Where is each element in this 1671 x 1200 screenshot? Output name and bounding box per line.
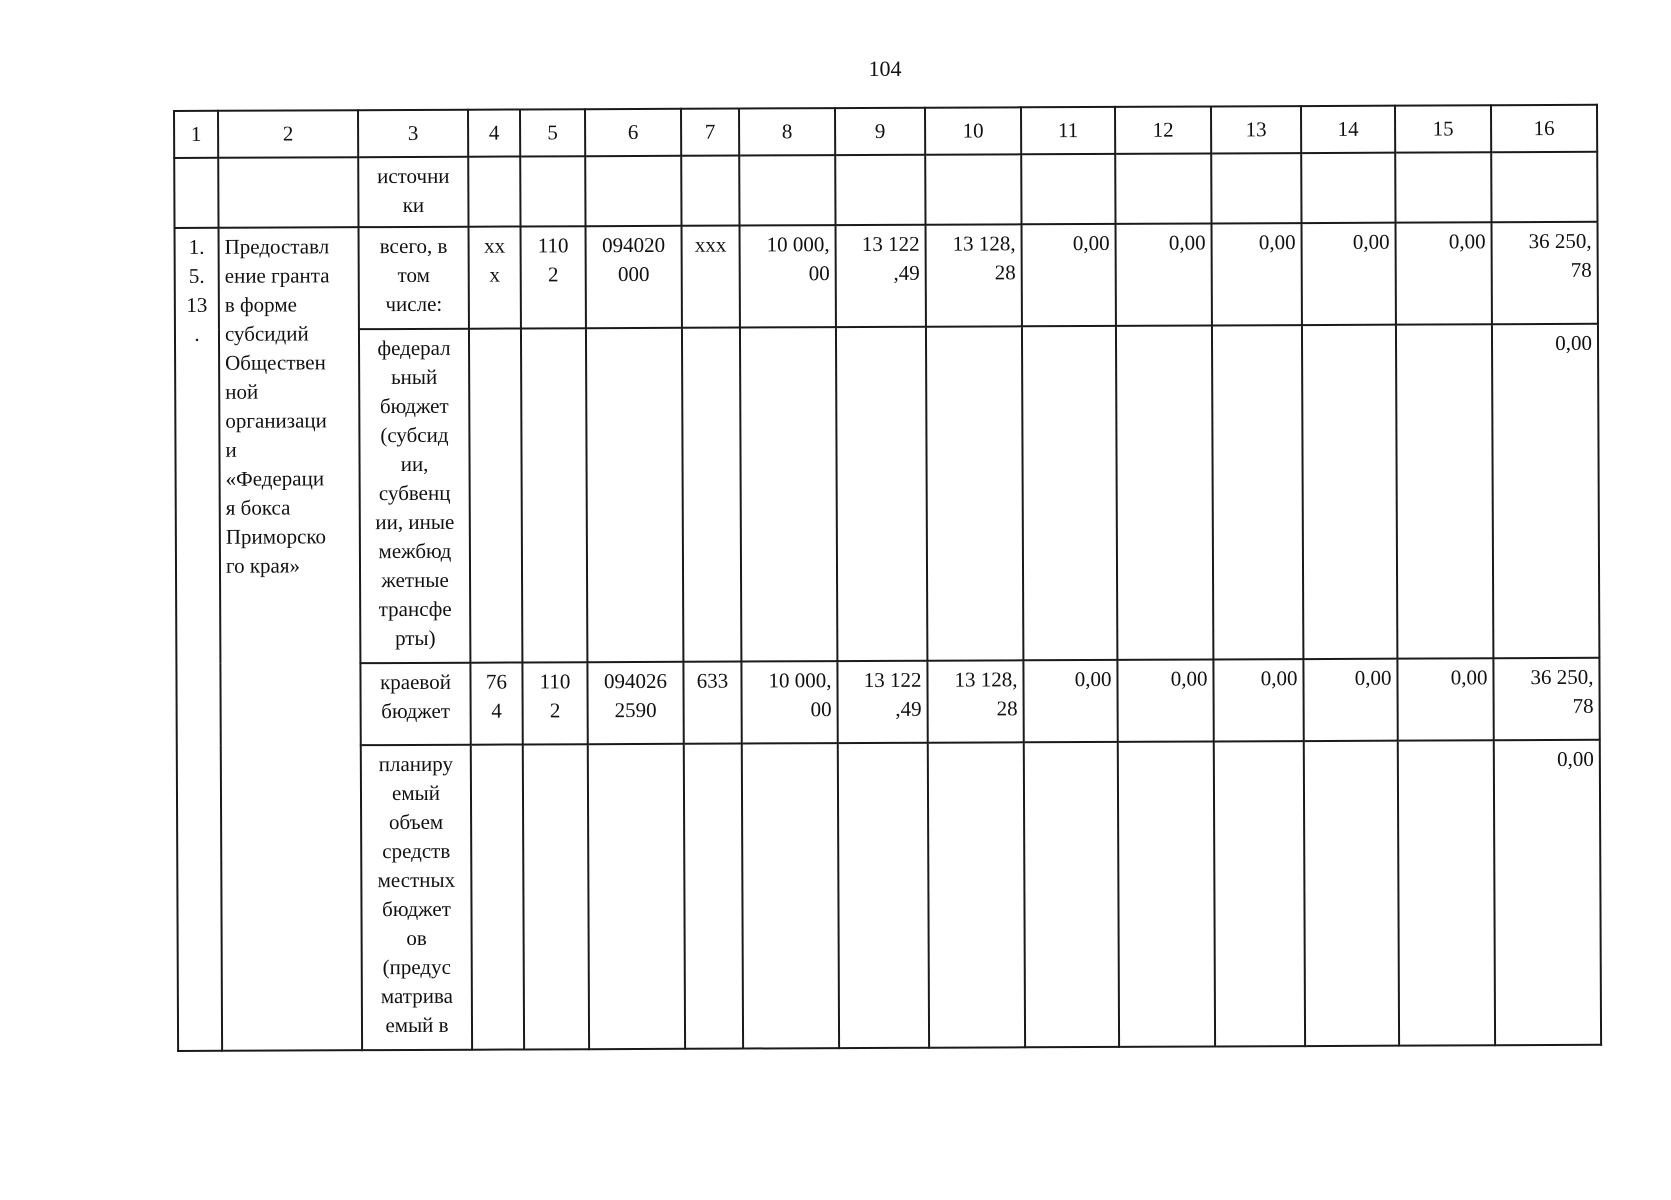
empty-cell xyxy=(1395,152,1491,222)
empty-cell xyxy=(1396,324,1493,658)
header-col-4: 4 xyxy=(468,109,520,156)
regional-col-5: 110 2 xyxy=(522,662,587,744)
header-col-16: 16 xyxy=(1491,105,1597,153)
empty-cell xyxy=(520,156,585,226)
header-col-15: 15 xyxy=(1395,105,1491,153)
empty-cell xyxy=(1021,154,1115,224)
sources-row xyxy=(174,152,1597,228)
page-number: 104 xyxy=(868,56,902,81)
budget-table xyxy=(173,104,1602,1052)
empty-cell xyxy=(684,743,743,1048)
total-col-7: ххх xyxy=(682,226,740,328)
header-col-14: 14 xyxy=(1301,106,1395,154)
empty-cell xyxy=(1398,740,1495,1046)
empty-cell xyxy=(926,326,1023,660)
total-label: всего, в том числе: xyxy=(359,227,469,329)
header-col-1: 1 xyxy=(174,111,218,158)
header-row xyxy=(174,105,1597,158)
empty-cell xyxy=(838,743,929,1049)
item-name: Предоставл ение гранта в форме субсидий Обществен ной организаци и «Федераци я бокса Приморско го края» xyxy=(219,227,363,1051)
total-col-13: 0,00 xyxy=(1212,223,1302,325)
empty-cell xyxy=(1211,153,1301,223)
total-col-12: 0,00 xyxy=(1116,224,1212,326)
regional-col-8: 10 000, 00 xyxy=(741,661,837,744)
total-col-6: 094020 000 xyxy=(586,226,682,328)
total-col-10: 13 128, 28 xyxy=(926,224,1022,326)
header-col-13: 13 xyxy=(1211,106,1301,154)
local-row xyxy=(177,740,1601,1051)
empty-cell xyxy=(1302,324,1397,658)
regional-col-16: 36 250, 78 xyxy=(1493,657,1599,740)
regional-col-6: 094026 2590 xyxy=(587,661,683,744)
total-col-15: 0,00 xyxy=(1396,222,1492,324)
header-col-12: 12 xyxy=(1115,106,1211,154)
sources-label: источни ки xyxy=(358,157,468,227)
empty-cell xyxy=(739,155,835,225)
empty-cell xyxy=(468,157,520,227)
empty-cell xyxy=(585,156,681,226)
header-col-11: 11 xyxy=(1021,107,1115,155)
item-number: 1. 5. 13 . xyxy=(175,228,223,1051)
regional-col-13: 0,00 xyxy=(1213,659,1303,742)
federal-col-16: 0,00 xyxy=(1492,324,1599,658)
federal-label: федерал ьный бюджет (субсид ии, субвенц ии, иные межбюд жетные трансфе рты) xyxy=(359,329,470,663)
total-col-16: 36 250, 78 xyxy=(1492,222,1598,324)
empty-cell xyxy=(681,156,739,226)
empty-cell xyxy=(740,327,837,661)
regional-col-9: 13 122 ,49 xyxy=(837,660,927,743)
empty-cell xyxy=(174,158,218,228)
empty-cell xyxy=(521,328,587,662)
header-col-2: 2 xyxy=(218,110,358,158)
total-col-8: 10 000, 00 xyxy=(740,225,836,327)
empty-cell xyxy=(1214,741,1305,1047)
regional-col-4: 76 4 xyxy=(470,662,522,744)
empty-cell xyxy=(1304,741,1399,1047)
empty-cell xyxy=(1022,326,1117,660)
header-col-7: 7 xyxy=(681,109,739,157)
empty-cell xyxy=(471,744,524,1049)
regional-col-7: 633 xyxy=(683,661,741,743)
empty-cell xyxy=(928,742,1025,1048)
regional-col-14: 0,00 xyxy=(1303,658,1397,741)
empty-cell xyxy=(1491,152,1597,222)
regional-col-11: 0,00 xyxy=(1023,660,1117,743)
header-col-10: 10 xyxy=(925,107,1021,155)
regional-col-12: 0,00 xyxy=(1117,659,1213,742)
header-col-6: 6 xyxy=(585,109,681,157)
total-col-11: 0,00 xyxy=(1022,224,1116,326)
empty-cell xyxy=(586,328,683,662)
local-label: планиру емый объем средств местных бюджет ов (предус матрива емый в xyxy=(361,745,472,1051)
empty-cell xyxy=(588,744,685,1050)
empty-cell xyxy=(1118,741,1215,1047)
regional-row xyxy=(176,657,1599,745)
total-row xyxy=(175,222,1598,330)
empty-cell xyxy=(1212,325,1303,659)
empty-cell xyxy=(835,155,925,225)
empty-cell xyxy=(218,157,358,227)
regional-col-10: 13 128, 28 xyxy=(927,660,1023,743)
empty-cell xyxy=(836,327,927,661)
total-col-14: 0,00 xyxy=(1302,223,1396,325)
empty-cell xyxy=(469,328,522,662)
total-col-9: 13 122 ,49 xyxy=(836,225,926,327)
regional-label: краевой бюджет xyxy=(360,662,470,745)
empty-cell xyxy=(1301,153,1395,223)
budget-table-container xyxy=(173,104,1600,1052)
total-col-4: хх х xyxy=(469,227,521,329)
header-col-9: 9 xyxy=(835,108,925,156)
total-col-5: 110 2 xyxy=(521,226,586,328)
empty-cell xyxy=(523,744,589,1049)
empty-cell xyxy=(742,743,839,1049)
regional-col-15: 0,00 xyxy=(1397,658,1493,741)
header-col-3: 3 xyxy=(358,110,468,158)
header-col-8: 8 xyxy=(739,108,835,156)
header-col-5: 5 xyxy=(520,109,585,157)
empty-cell xyxy=(1115,154,1211,224)
federal-row xyxy=(175,324,1599,664)
local-col-16: 0,00 xyxy=(1494,740,1601,1046)
empty-cell xyxy=(682,327,741,661)
empty-cell xyxy=(1116,325,1213,659)
empty-cell xyxy=(1024,742,1119,1048)
empty-cell xyxy=(925,155,1021,225)
